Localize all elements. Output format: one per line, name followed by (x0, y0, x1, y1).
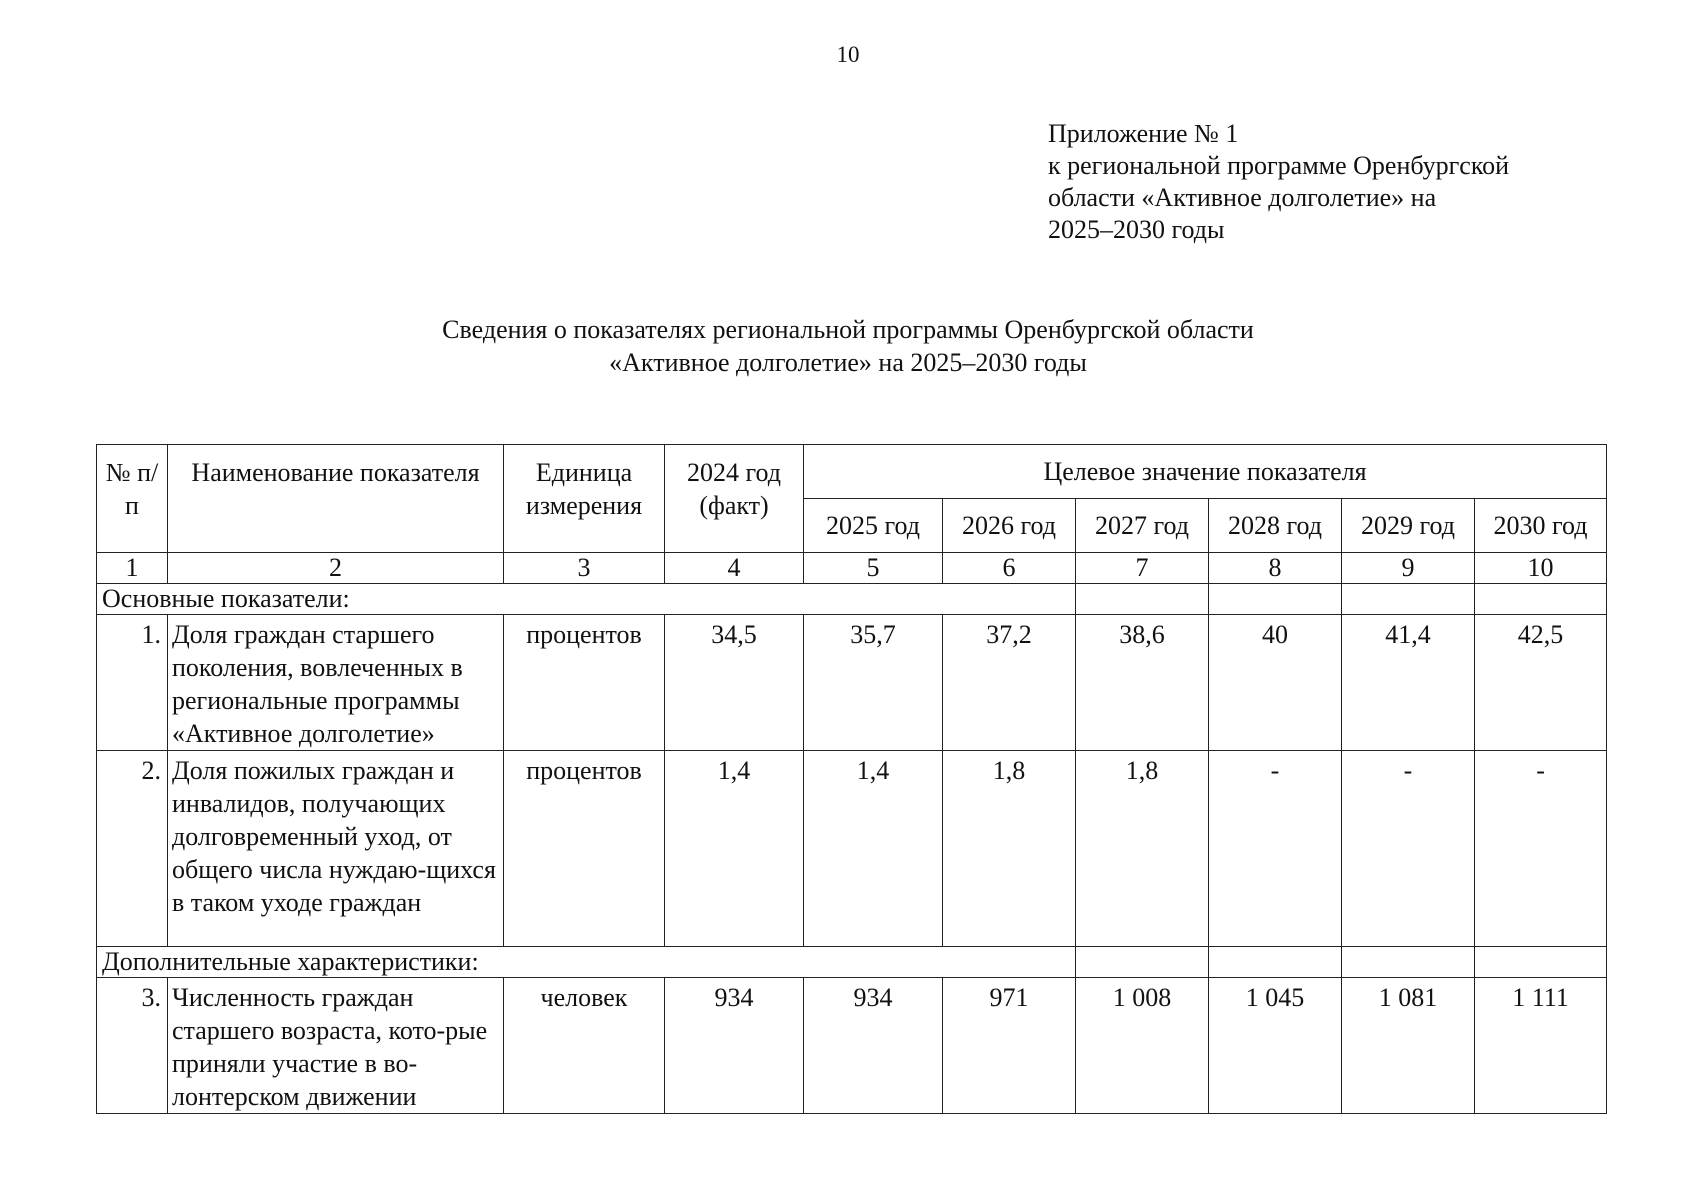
indicator-unit: процентов (504, 615, 665, 751)
appendix-note (1048, 118, 1668, 246)
indicator-value: 1 111 (1475, 978, 1607, 1114)
title-line: «Активное долголетие» на 2025–2030 годы (609, 348, 1087, 377)
header-year: 2028 год (1209, 499, 1342, 553)
table-row (97, 615, 1607, 751)
indicator-value: 1,8 (1076, 751, 1209, 947)
indicator-value: 1 081 (1342, 978, 1475, 1114)
page-number: 10 (836, 42, 860, 67)
indicator-value: 1,4 (804, 751, 943, 947)
column-number: 9 (1342, 553, 1475, 584)
header-name: Наименование показателя (168, 445, 504, 553)
indicator-value: 1,4 (665, 751, 804, 947)
indicators-table (96, 444, 1607, 1114)
header-year: 2027 год (1076, 499, 1209, 553)
indicator-name: Численность граждан старшего возраста, кото-рые приняли участие в во-лонтерском движении (168, 978, 504, 1114)
indicator-value: 1,8 (943, 751, 1076, 947)
table-row (97, 751, 1607, 947)
indicator-value: 40 (1209, 615, 1342, 751)
indicator-value: 42,5 (1475, 615, 1607, 751)
column-number: 2 (168, 553, 504, 584)
indicator-value: 38,6 (1076, 615, 1209, 751)
indicator-name: Доля пожилых граждан и инвалидов, получающих долговременный уход, от общего числа нуждаю-щихся в таком уходе граждан (168, 751, 504, 947)
appendix-line: 2025–2030 годы (1048, 215, 1225, 244)
column-number: 7 (1076, 553, 1209, 584)
header-year: 2030 год (1475, 499, 1607, 553)
indicator-unit: человек (504, 978, 665, 1114)
column-number: 4 (665, 553, 804, 584)
indicator-value: - (1342, 751, 1475, 947)
indicator-value: 37,2 (943, 615, 1076, 751)
column-number: 5 (804, 553, 943, 584)
column-number: 10 (1475, 553, 1607, 584)
appendix-line: Приложение № 1 (1048, 119, 1239, 148)
section-label: Основные показатели: (97, 584, 1076, 615)
section-row-additional (97, 947, 1607, 978)
section-row-main (97, 584, 1607, 615)
header-num: № п/п (97, 445, 168, 553)
header-year: 2026 год (943, 499, 1076, 553)
title-line: Сведения о показателях региональной программы Оренбургской области (442, 315, 1254, 344)
header-row (97, 445, 1607, 499)
appendix-line: области «Активное долголетие» на (1048, 183, 1437, 212)
indicator-value: 971 (943, 978, 1076, 1114)
indicator-value: 934 (665, 978, 804, 1114)
indicator-value: - (1475, 751, 1607, 947)
row-number: 2. (97, 751, 168, 947)
section-label: Дополнительные характеристики: (97, 947, 1076, 978)
indicator-value: 1 008 (1076, 978, 1209, 1114)
column-number: 8 (1209, 553, 1342, 584)
header-year: 2025 год (804, 499, 943, 553)
indicators-table-wrap (96, 444, 1607, 1114)
header-base-year: 2024 год (факт) (665, 445, 804, 553)
document-title (0, 313, 1696, 379)
appendix-line: к региональной программе Оренбургской (1048, 151, 1510, 180)
indicator-value: - (1209, 751, 1342, 947)
header-year: 2029 год (1342, 499, 1475, 553)
table-row (97, 978, 1607, 1114)
indicator-value: 1 045 (1209, 978, 1342, 1114)
header-unit: Единица измерения (504, 445, 665, 553)
indicator-value: 41,4 (1342, 615, 1475, 751)
indicator-name: Доля граждан старшего поколения, вовлеченных в региональные программы «Активное долголетие» (168, 615, 504, 751)
indicator-unit: процентов (504, 751, 665, 947)
column-numbers-row (97, 553, 1607, 584)
column-number: 3 (504, 553, 665, 584)
header-target: Целевое значение показателя (804, 445, 1607, 499)
column-number: 6 (943, 553, 1076, 584)
column-number: 1 (97, 553, 168, 584)
row-number: 3. (97, 978, 168, 1114)
indicator-value: 35,7 (804, 615, 943, 751)
indicator-value: 34,5 (665, 615, 804, 751)
row-number: 1. (97, 615, 168, 751)
indicator-value: 934 (804, 978, 943, 1114)
